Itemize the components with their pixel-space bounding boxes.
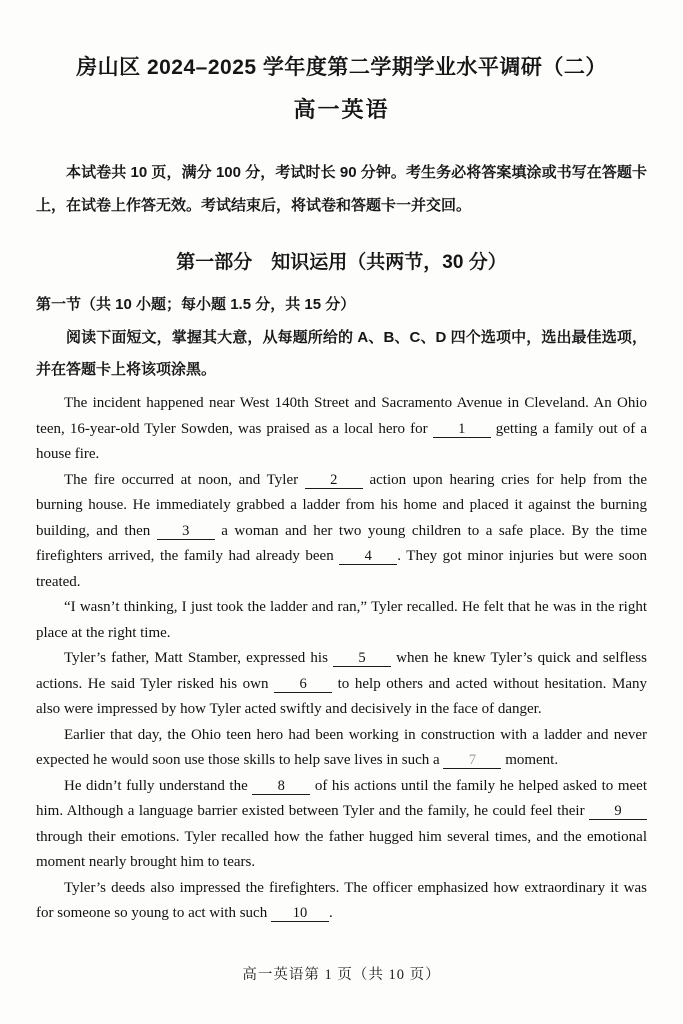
passage-text: He didn’t fully understand the <box>64 777 253 794</box>
cloze-blank-3: 3 <box>157 523 215 540</box>
passage-paragraph <box>36 774 647 876</box>
cloze-blank-2: 2 <box>305 472 363 489</box>
passage-text: . They got minor injuries but were soon treated. <box>36 548 648 590</box>
passage-text: Tyler’s father, Matt Stamber, expressed his <box>64 650 334 666</box>
section1-heading: 第一节（共 10 小题；每小题 1.5 分，共 15 分） <box>36 296 356 313</box>
exam-subject-title: 高一英语 <box>293 97 390 122</box>
exam-notice: 本试卷共 10 页，满分 100 分，考试时长 90 分钟。考生务必将答案填涂或书写在答题卡上，在试卷上作答无效。考试结束后，将试卷和答题卡一并交回。 <box>36 164 647 214</box>
passage-paragraph <box>36 646 647 723</box>
cloze-blank-9: 9 <box>589 803 647 820</box>
passage-text: “I wasn’t thinking, I just took the ladder and ran,” Tyler recalled. He felt that he was in the right place at the right time. <box>36 599 647 641</box>
passage-text: moment. <box>501 752 559 768</box>
part1-heading: 第一部分 知识运用（共两节，30 分） <box>176 252 507 273</box>
cloze-blank-5: 5 <box>333 650 391 667</box>
passage-text: through their emotions. Tyler recalled how the father hugged him several times, and the emotional moment nearly brought him to tears. <box>36 828 647 870</box>
passage-text: a woman and her two young children to a safe place. By the time firefighters arrived, the family had already been <box>36 522 647 564</box>
cloze-blank-4: 4 <box>339 548 397 565</box>
exam-title: 房山区 2024–2025 学年度第二学期学业水平调研（二） <box>76 56 607 79</box>
passage-paragraph <box>36 468 647 596</box>
page-footer: 高一英语第 1 页（共 10 页） <box>242 967 441 983</box>
passage-text: getting a family out of a house fire. <box>36 420 647 462</box>
passage-text: The fire occurred at noon, and Tyler <box>64 471 305 488</box>
passage-text: of his actions until the family he helped asked to meet him. Although a language barrier existed between Tyler and the family, he could feel their <box>36 777 647 819</box>
passage-text: . <box>328 905 333 921</box>
passage-paragraph <box>36 876 647 927</box>
passage-paragraph <box>36 723 647 774</box>
passage-text: Tyler’s deeds also impressed the firefighters. The officer emphasized how extraordinary it was for someone so young to act with such <box>36 879 647 921</box>
passage-paragraph <box>36 391 647 468</box>
cloze-passage <box>36 391 647 927</box>
cloze-blank-6: 6 <box>274 676 332 693</box>
passage-text: Earlier that day, the Ohio teen hero had been working in construction with a ladder and never expected he would soon use those skills to help save lives in such a <box>36 726 647 768</box>
passage-text: when he knew Tyler’s quick and selfless actions. He said Tyler risked his own <box>36 650 647 692</box>
passage-text: to help others and acted without hesitation. Many also were impressed by how Tyler acted swiftly and decisively in the face of danger. <box>36 675 647 717</box>
passage-paragraph <box>36 595 647 646</box>
cloze-blank-10: 10 <box>271 905 329 922</box>
section1-instructions: 阅读下面短文，掌握其大意，从每题所给的 A、B、C、D 四个选项中，选出最佳选项，并在答题卡上将该项涂黑。 <box>36 329 647 378</box>
cloze-blank-1: 1 <box>433 421 491 438</box>
passage-text: action upon hearing cries for help from the burning house. He immediately grabbed a ladder from his home and placed it against the burning building, and then <box>36 471 647 539</box>
cloze-blank-7: 7 <box>443 752 501 769</box>
passage-text: The incident happened near West 140th Street and Sacramento Avenue in Cleveland. An Ohio teen, 16-year-old Tyler Sowden, was praised as a local hero for <box>36 395 647 437</box>
cloze-blank-8: 8 <box>252 778 310 795</box>
